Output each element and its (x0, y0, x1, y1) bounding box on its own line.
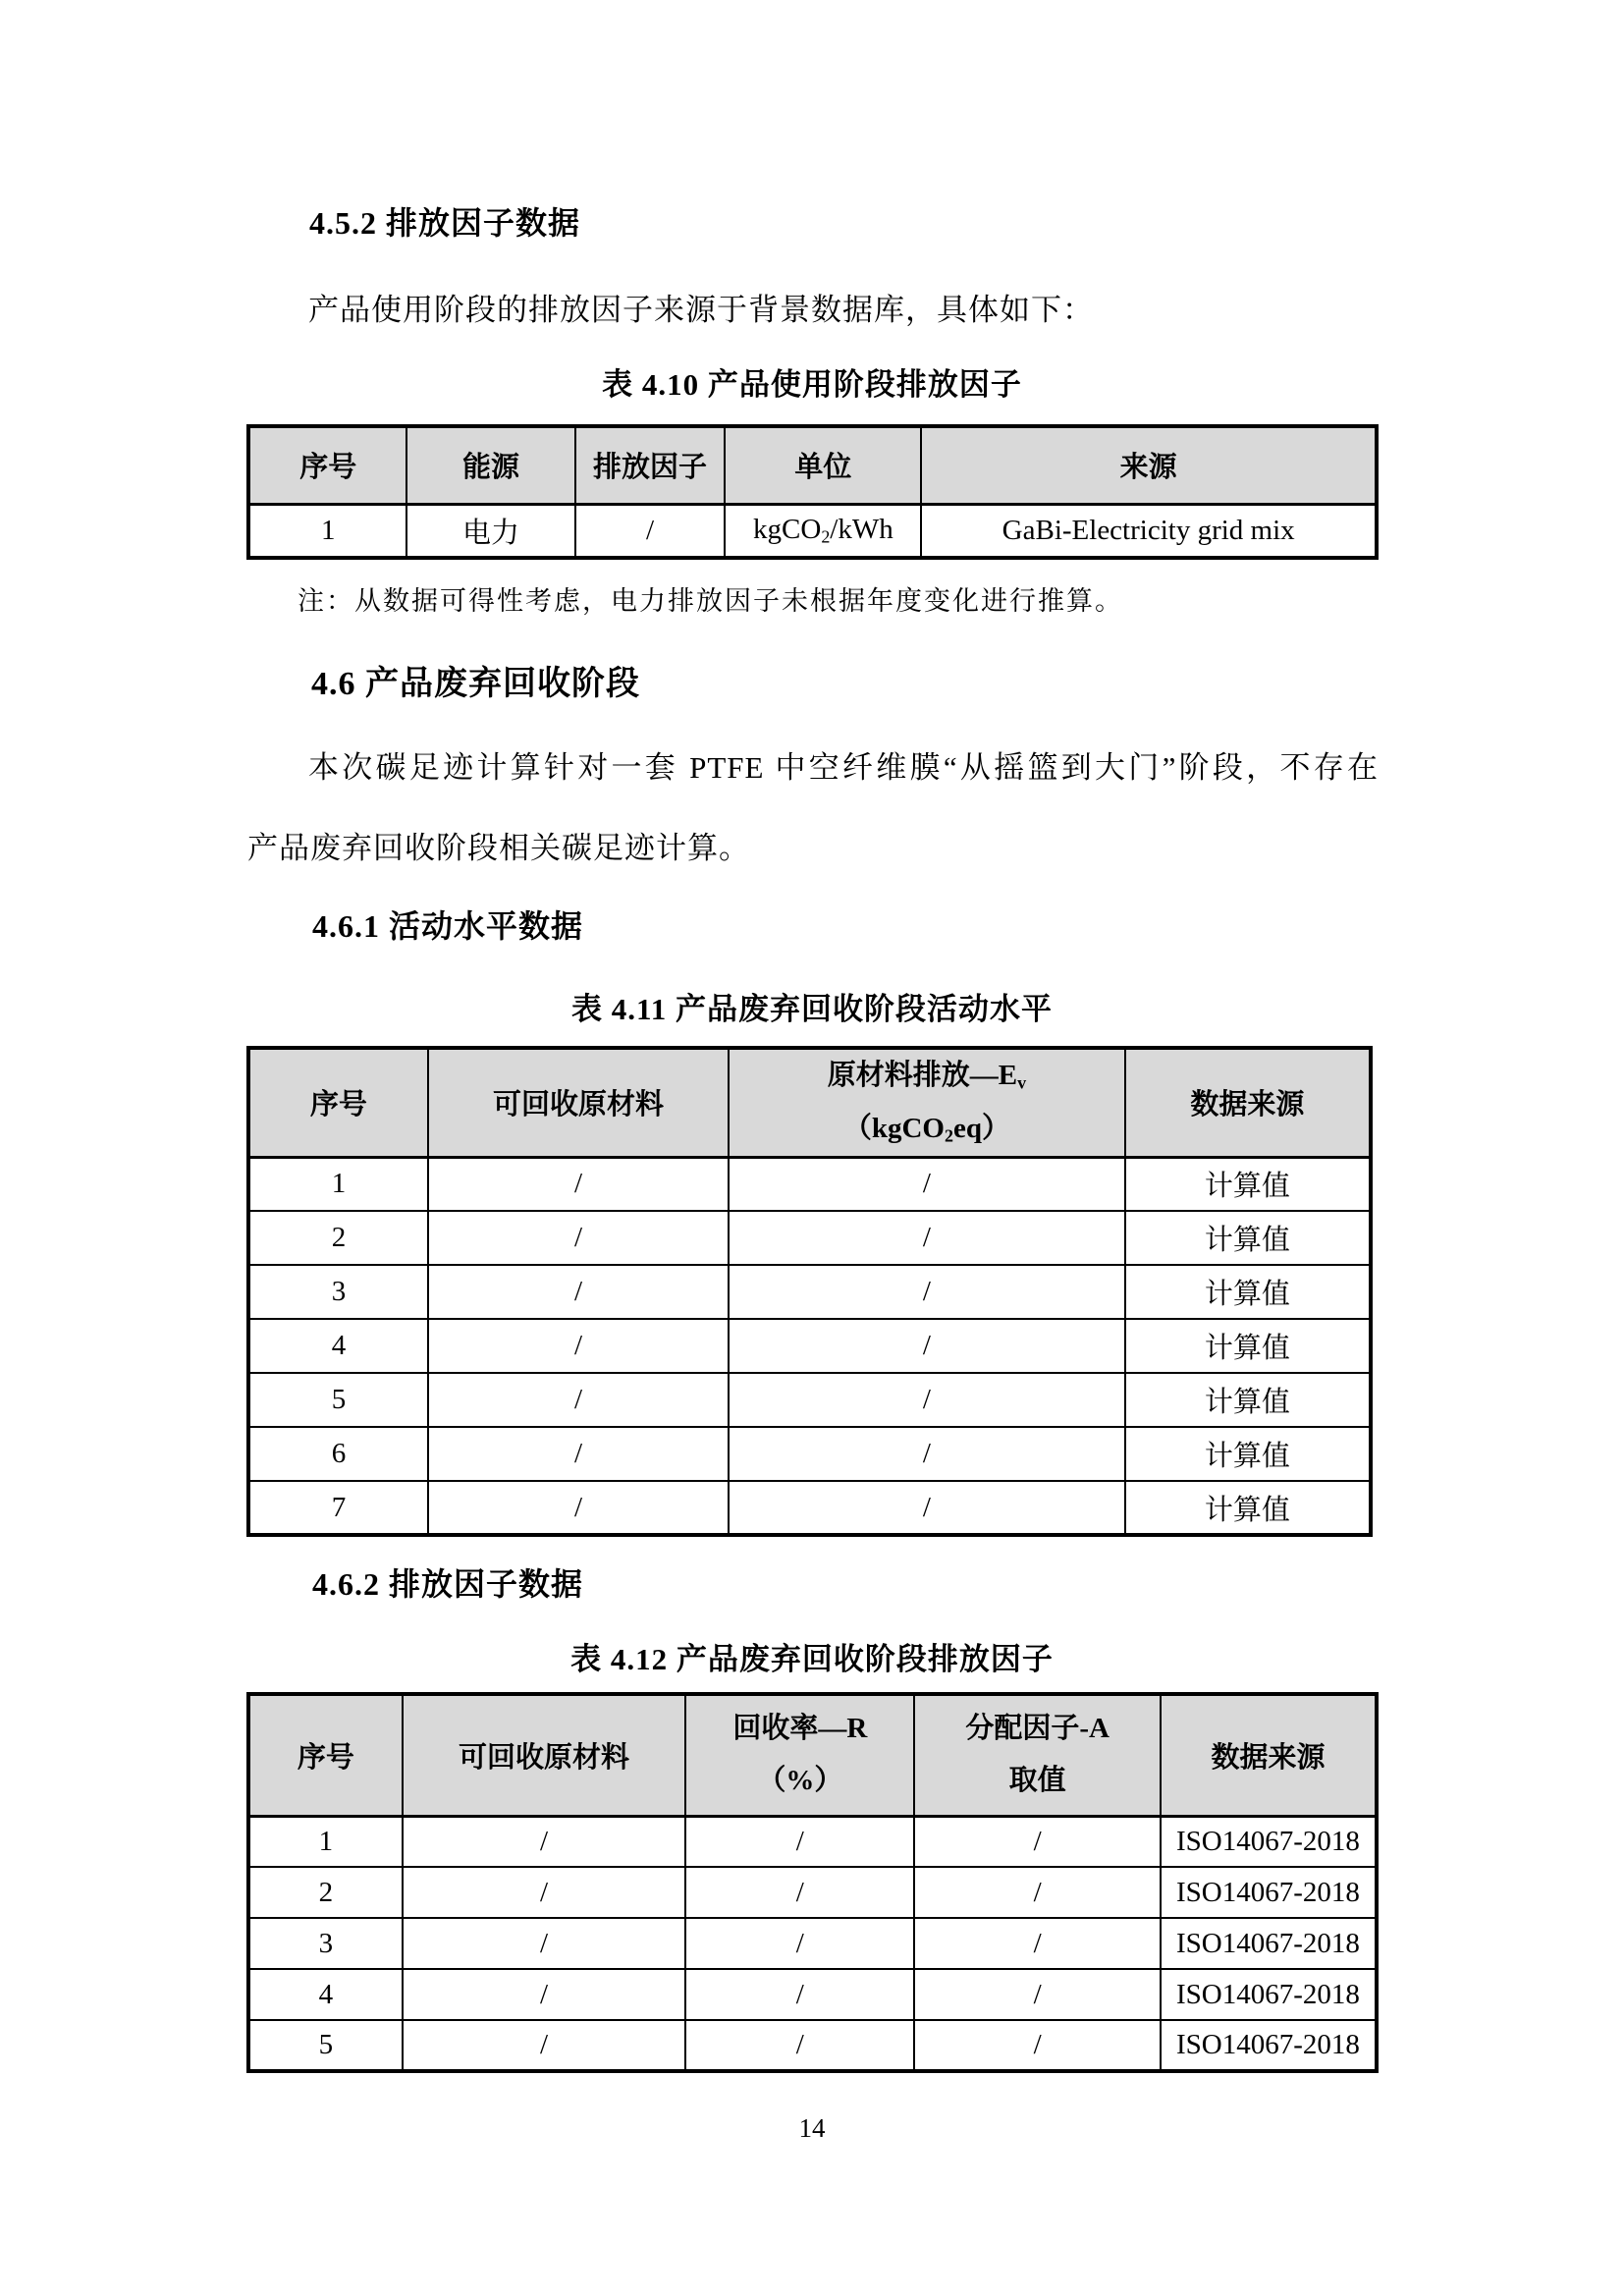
table-row (248, 1918, 1377, 1969)
col-header-unit: 单位 (725, 426, 921, 504)
cell-source: 计算值 (1125, 1427, 1371, 1481)
table-row (248, 1816, 1377, 1867)
cell-emission: / (729, 1157, 1124, 1211)
table-row (248, 1211, 1371, 1265)
cell-factor: / (575, 504, 726, 558)
cell-emission: / (729, 1319, 1124, 1373)
header-text-post: eq） (952, 1112, 1010, 1144)
cell-allocation: / (914, 1918, 1160, 1969)
cell-source: ISO14067-2018 (1161, 1918, 1377, 1969)
cell-emission: / (729, 1265, 1124, 1319)
table-row (248, 1157, 1371, 1211)
header-line1 (733, 1050, 1119, 1103)
table-row (248, 1427, 1371, 1481)
table-410-caption: 表 4.10 产品使用阶段排放因子 (602, 367, 1022, 402)
col-header-source: 来源 (921, 426, 1377, 504)
cell-allocation: / (914, 1867, 1160, 1918)
cell-material: / (428, 1211, 729, 1265)
cell-index: 2 (248, 1867, 403, 1918)
cell-emission: / (729, 1373, 1124, 1427)
cell-recovery-rate: / (685, 1816, 914, 1867)
table-410 (246, 424, 1379, 560)
cell-recovery-rate: / (685, 1918, 914, 1969)
cell-source: 计算值 (1125, 1481, 1371, 1535)
cell-source: 计算值 (1125, 1211, 1371, 1265)
col-header-energy: 能源 (406, 426, 574, 504)
cell-material: / (403, 1816, 685, 1867)
cell-source: ISO14067-2018 (1161, 1816, 1377, 1867)
paragraph-46-line2: 产品废弃回收阶段相关碳足迹计算。 (247, 831, 750, 865)
cell-index: 1 (248, 504, 406, 558)
cell-material: / (403, 1969, 685, 2020)
table-row (248, 1867, 1377, 1918)
col-header-factor: 排放因子 (575, 426, 726, 504)
cell-allocation: / (914, 1969, 1160, 2020)
table-410-note: 注：从数据可得性考虑，电力排放因子未根据年度变化进行推算。 (298, 586, 1123, 616)
header-line1: 分配因子-A (965, 1712, 1110, 1744)
col-header-source: 数据来源 (1125, 1048, 1371, 1157)
table-row (248, 1373, 1371, 1427)
section-heading-46: 4.6 产品废弃回收阶段 (311, 666, 640, 702)
cell-allocation: / (914, 2020, 1160, 2071)
header-line2 (733, 1103, 1119, 1156)
cell-material: / (428, 1373, 729, 1427)
col-header-allocation-factor (914, 1694, 1160, 1816)
cell-source: ISO14067-2018 (1161, 1969, 1377, 2020)
cell-material: / (428, 1265, 729, 1319)
cell-material: / (403, 1867, 685, 1918)
cell-emission: / (729, 1211, 1124, 1265)
cell-material: / (428, 1157, 729, 1211)
cell-material: / (403, 2020, 685, 2071)
col-header-index: 序号 (248, 1694, 403, 1816)
header-line2: 取值 (1008, 1765, 1066, 1797)
cell-index: 4 (248, 1969, 403, 2020)
section-heading-461: 4.6.1 活动水平数据 (312, 908, 584, 944)
header-subscript: 2 (944, 1125, 953, 1146)
table-row (248, 1319, 1371, 1373)
header-text: （kgCO (842, 1112, 945, 1144)
cell-recovery-rate: / (685, 1969, 914, 2020)
cell-index: 7 (248, 1481, 428, 1535)
section-heading-452: 4.5.2 排放因子数据 (309, 205, 581, 241)
cell-recovery-rate: / (685, 1867, 914, 1918)
cell-index: 3 (248, 1265, 428, 1319)
section-heading-462: 4.6.2 排放因子数据 (312, 1566, 584, 1602)
table-row (248, 2020, 1377, 2071)
table-411-caption: 表 4.11 产品废弃回收阶段活动水平 (570, 992, 1054, 1026)
col-header-source: 数据来源 (1161, 1694, 1377, 1816)
table-411 (246, 1046, 1373, 1537)
header-subscript: v (1017, 1072, 1027, 1093)
cell-source: 计算值 (1125, 1157, 1371, 1211)
cell-emission: / (729, 1481, 1124, 1535)
cell-index: 1 (248, 1816, 403, 1867)
cell-index: 1 (248, 1157, 428, 1211)
cell-unit (725, 504, 921, 558)
unit-text: kgCO (753, 514, 822, 545)
cell-index: 6 (248, 1427, 428, 1481)
unit-text-post: /kWh (830, 514, 893, 545)
cell-source: 计算值 (1125, 1373, 1371, 1427)
paragraph-452: 产品使用阶段的排放因子来源于背景数据库，具体如下： (308, 293, 1094, 327)
cell-material: / (428, 1481, 729, 1535)
table-412 (246, 1692, 1379, 2073)
cell-material: / (403, 1918, 685, 1969)
col-header-index: 序号 (248, 426, 406, 504)
cell-source: 计算值 (1125, 1265, 1371, 1319)
table-row (248, 1265, 1371, 1319)
table-row (248, 504, 1377, 558)
cell-index: 5 (248, 2020, 403, 2071)
table-412-caption: 表 4.12 产品废弃回收阶段排放因子 (570, 1642, 1054, 1676)
col-header-recovery-rate (685, 1694, 914, 1816)
table-row (248, 1481, 1371, 1535)
cell-recovery-rate: / (685, 2020, 914, 2071)
header-line2: （%） (757, 1765, 843, 1797)
cell-source: GaBi-Electricity grid mix (921, 504, 1377, 558)
col-header-index: 序号 (248, 1048, 428, 1157)
col-header-material: 可回收原材料 (428, 1048, 729, 1157)
cell-energy: 电力 (406, 504, 574, 558)
page-number: 14 (798, 2113, 826, 2143)
cell-index: 4 (248, 1319, 428, 1373)
cell-source: ISO14067-2018 (1161, 1867, 1377, 1918)
col-header-material: 可回收原材料 (403, 1694, 685, 1816)
header-line1: 回收率—R (732, 1712, 868, 1744)
cell-material: / (428, 1319, 729, 1373)
header-text: 原材料排放—E (827, 1060, 1018, 1092)
table-header-row (248, 426, 1377, 504)
cell-index: 5 (248, 1373, 428, 1427)
cell-allocation: / (914, 1816, 1160, 1867)
table-header-row (248, 1694, 1377, 1816)
cell-source: 计算值 (1125, 1319, 1371, 1373)
cell-material: / (428, 1427, 729, 1481)
table-row (248, 1969, 1377, 2020)
table-header-row (248, 1048, 1371, 1157)
cell-index: 3 (248, 1918, 403, 1969)
cell-source: ISO14067-2018 (1161, 2020, 1377, 2071)
paragraph-46-line1: 本次碳足迹计算针对一套 PTFE 中空纤维膜“从摇篮到大门”阶段，不存在 (308, 750, 1379, 785)
cell-index: 2 (248, 1211, 428, 1265)
col-header-emission (729, 1048, 1124, 1157)
cell-emission: / (729, 1427, 1124, 1481)
unit-subscript: 2 (821, 526, 831, 547)
